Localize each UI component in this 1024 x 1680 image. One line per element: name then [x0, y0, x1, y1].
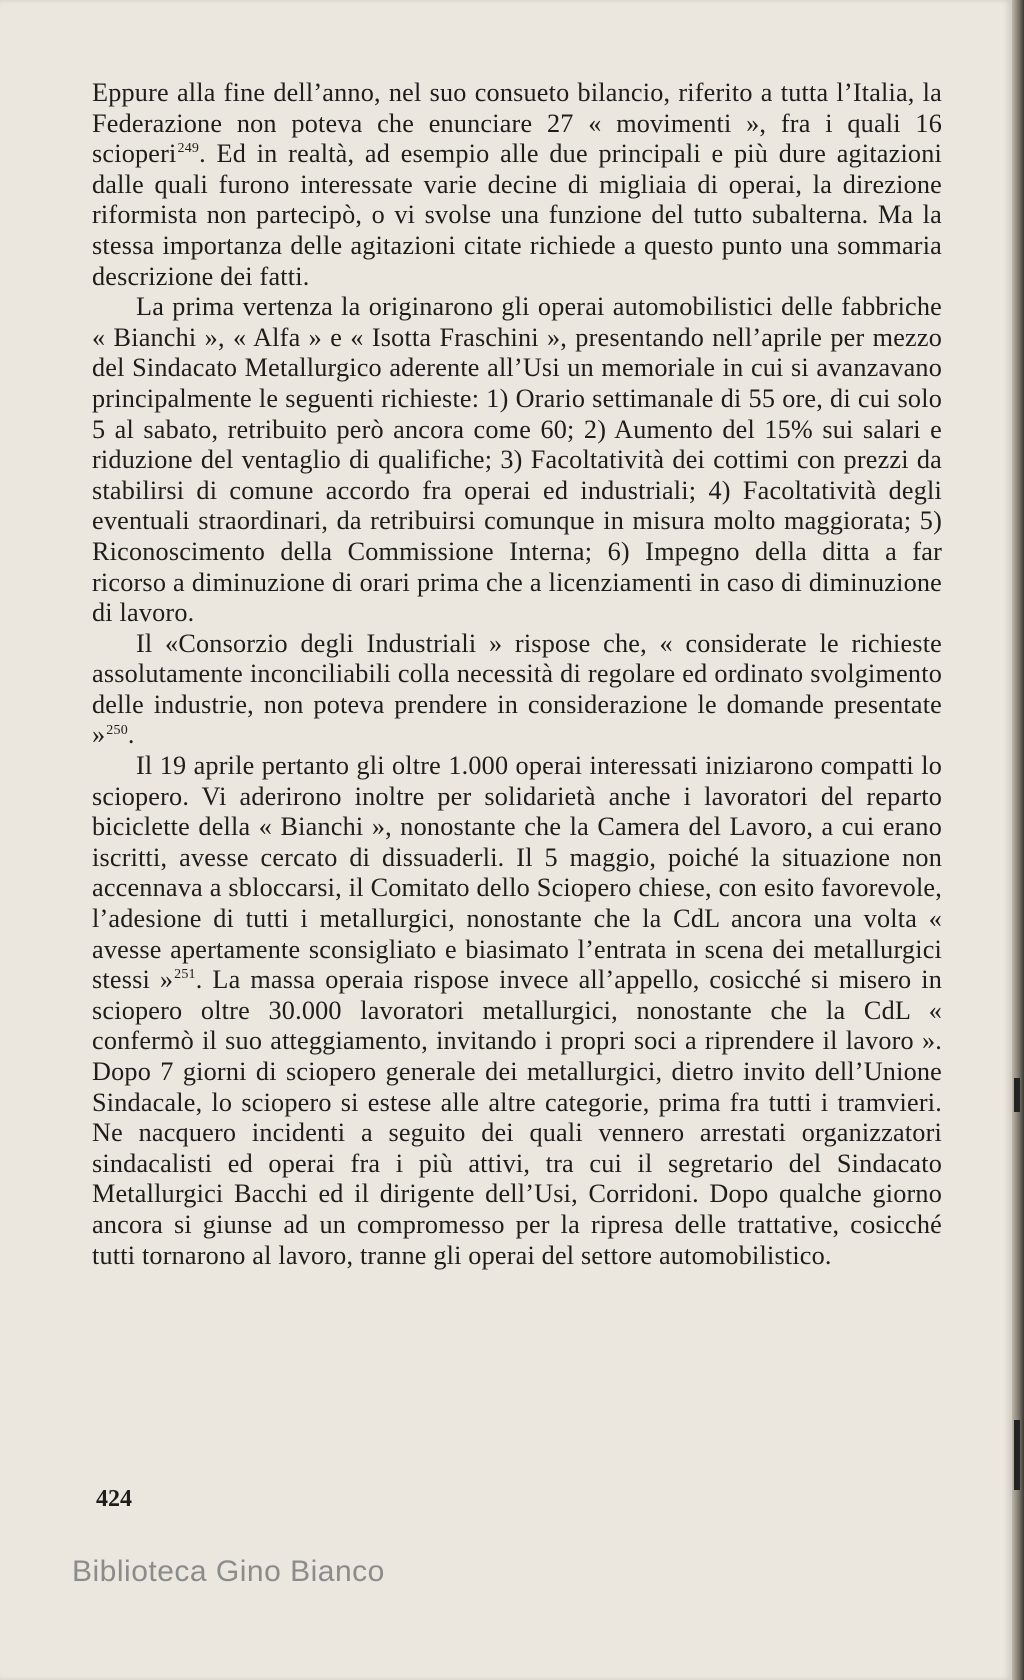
paragraph-1 [92, 78, 942, 292]
paragraph-4-text-a: Il 19 aprile pertanto gli oltre 1.000 operai interessati iniziarono compatti lo sciopero. Vi aderirono inoltre per solidarietà anche i lavoratori del reparto biciclette della « Bianchi », nonostante che la Camera del Lavoro, a cui erano iscritti, avesse cercato di dissuaderli. Il 5 maggio, poiché la situazione non accennava a sbloccarsi, il Comitato dello Sciopero chiese, con esito favorevole, l’adesione di tutti i metallurgici, nonostante che la CdL ancora una volta « avesse apertamente sconsigliato e biasimato l’entrata in scena dei metallurgici stessi » [92, 751, 942, 995]
paragraph-2 [92, 292, 942, 629]
body-text [92, 78, 942, 1271]
edge-mark [1014, 1078, 1020, 1112]
paragraph-3-text-b: . [127, 720, 135, 750]
page-number: 424 [96, 1486, 132, 1512]
book-edge [1012, 0, 1024, 1680]
edge-mark [1014, 1420, 1020, 1490]
footnote-ref-249: 249 [177, 141, 200, 157]
library-watermark: Biblioteca Gino Bianco [72, 1555, 385, 1588]
paragraph-3-text-a: Il «Consorzio degli Industriali » rispose che, « considerate le richieste assolutamente inconciliabili colla necessità di regolare ed ordinato svolgimento delle industrie, non poteva prendere in considerazione le domande presentate » [92, 628, 942, 750]
paragraph-1-text-b: . Ed in realtà, ad esempio alle due principali e più dure agitazioni dalle quali furono interessate varie decine di migliaia di operai, la direzione riformista non partecipò, o vi svolse una funzione del tutto subalterna. Ma la stessa importanza delle agitazioni citate richiede a questo punto una sommaria descrizione dei fatti. [92, 139, 942, 291]
paragraph-4-text-b: . La massa operaia rispose invece all’appello, cosicché si misero in sciopero oltre 30.000 lavoratori metallurgici, nonostante che la CdL « confermò il suo atteggiamento, invitando i propri soci a riprendere il lavoro ». Dopo 7 giorni di sciopero generale dei metallurgici, dietro invito dell’Unione Sindacale, lo sciopero si estese alle altre categorie, prima fra tutti i tramvieri. Ne nacquero incidenti a seguito dei quali vennero arrestati organizzatori sindacalisti ed operai fra i più attivi, tra cui il segretario del Sindacato Metallurgici Bacchi ed il dirigente dell’Usi, Corridoni. Dopo qualche giorno ancora si giunse ad un compromesso per la ripresa delle trattative, cosicché tutti tornarono al lavoro, tranne gli operai del settore automobilistico. [92, 965, 942, 1270]
paragraph-2-text: La prima vertenza la originarono gli operai automobilistici delle fabbriche « Bianchi », « Alfa » e « Isotta Fraschini », presentando nell’aprile per mezzo del Sindacato Metallurgico aderente all’Usi un memoriale in cui si avanzavano principalmente le seguenti richieste: 1) Orario settimanale di 55 ore, di cui solo 5 al sabato, retribuito però ancora come 60; 2) Aumento del 15% sui salari e riduzione del ventaglio di qualifiche; 3) Facoltatività dei cottimi con prezzi da stabilirsi di comune accordo fra operai ed industriali; 4) Facoltatività degli eventuali straordinari, da retribuirsi comunque in misura molto maggiorata; 5) Riconoscimento della Commissione Interna; 6) Impegno della ditta a far ricorso a diminuzione di orari prima che a licenziamenti in caso di diminuzione di lavoro. [92, 292, 942, 628]
paragraph-3 [92, 629, 942, 751]
paragraph-4 [92, 751, 942, 1271]
paragraph-1-text-a: Eppure alla fine dell’anno, nel suo consueto bilancio, riferito a tutta l’Italia, la Federazione non poteva che enunciare 27 « movimenti », fra i quali 16 scioperi [92, 78, 942, 169]
footnote-ref-250: 250 [106, 722, 128, 738]
footnote-ref-251: 251 [174, 967, 196, 983]
